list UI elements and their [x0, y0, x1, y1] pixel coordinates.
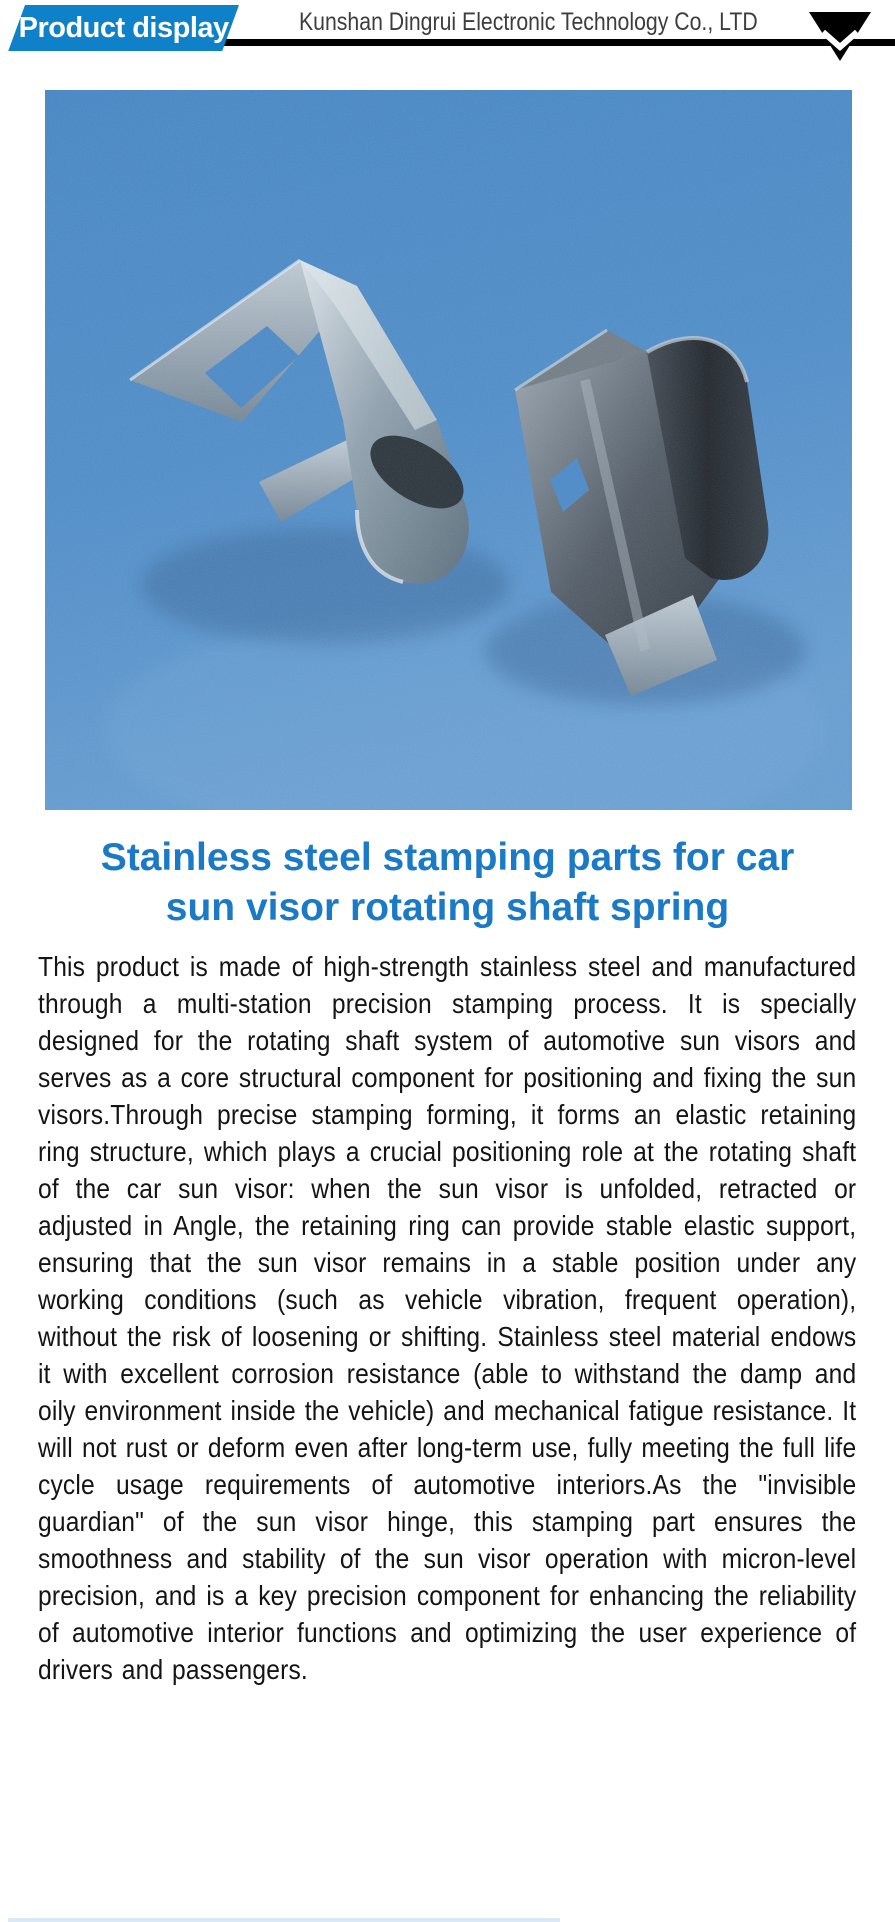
next-section-edge [8, 1918, 560, 1922]
banner-label: Product display [18, 12, 229, 44]
company-name: Kunshan Dingrui Electronic Technology Co., LTD [299, 8, 758, 36]
product-title-line2: sun visor rotating shaft spring [165, 886, 730, 929]
product-title-line1: Stainless steel stamping parts for car [100, 836, 795, 879]
product-photo [45, 90, 852, 810]
product-display-banner [8, 5, 239, 51]
header-divider [170, 39, 895, 46]
product-title [0, 833, 895, 933]
product-description: This product is made of high-strength stainless steel and manufactured through a multi-station precision stamping process. It is specially designed for the rotating shaft system of automotive sun visors and serves as a core structural component for positioning and fixing the sun visors.Through precise stamping forming, it forms an elastic retaining ring structure, which plays a crucial positioning role at the rotating shaft of the car sun visor: when the sun visor is unfolded, retracted or adjusted in Angle, the retaining ring can provide stable elastic support, ensuring that the sun visor remains in a stable position under any working conditions (such as vehicle vibration, frequent operation), without the risk of loosening or shifting. Stainless steel material endows it with excellent corrosion resistance (able to withstand the damp and oily environment inside the vehicle) and mechanical fatigue resistance. It will not rust or deform even after long-term use, fully meeting the full life cycle usage requirements of automotive interiors.As the "invisible guardian" of the sun visor hinge, this stamping part ensures the smoothness and stability of the sun visor operation with micron-level precision, and is a key precision component for enhancing the reliability of automotive interior functions and optimizing the user experience of drivers and passengers. [38, 951, 857, 1685]
triangle-down-icon [808, 12, 872, 62]
header [0, 0, 895, 62]
